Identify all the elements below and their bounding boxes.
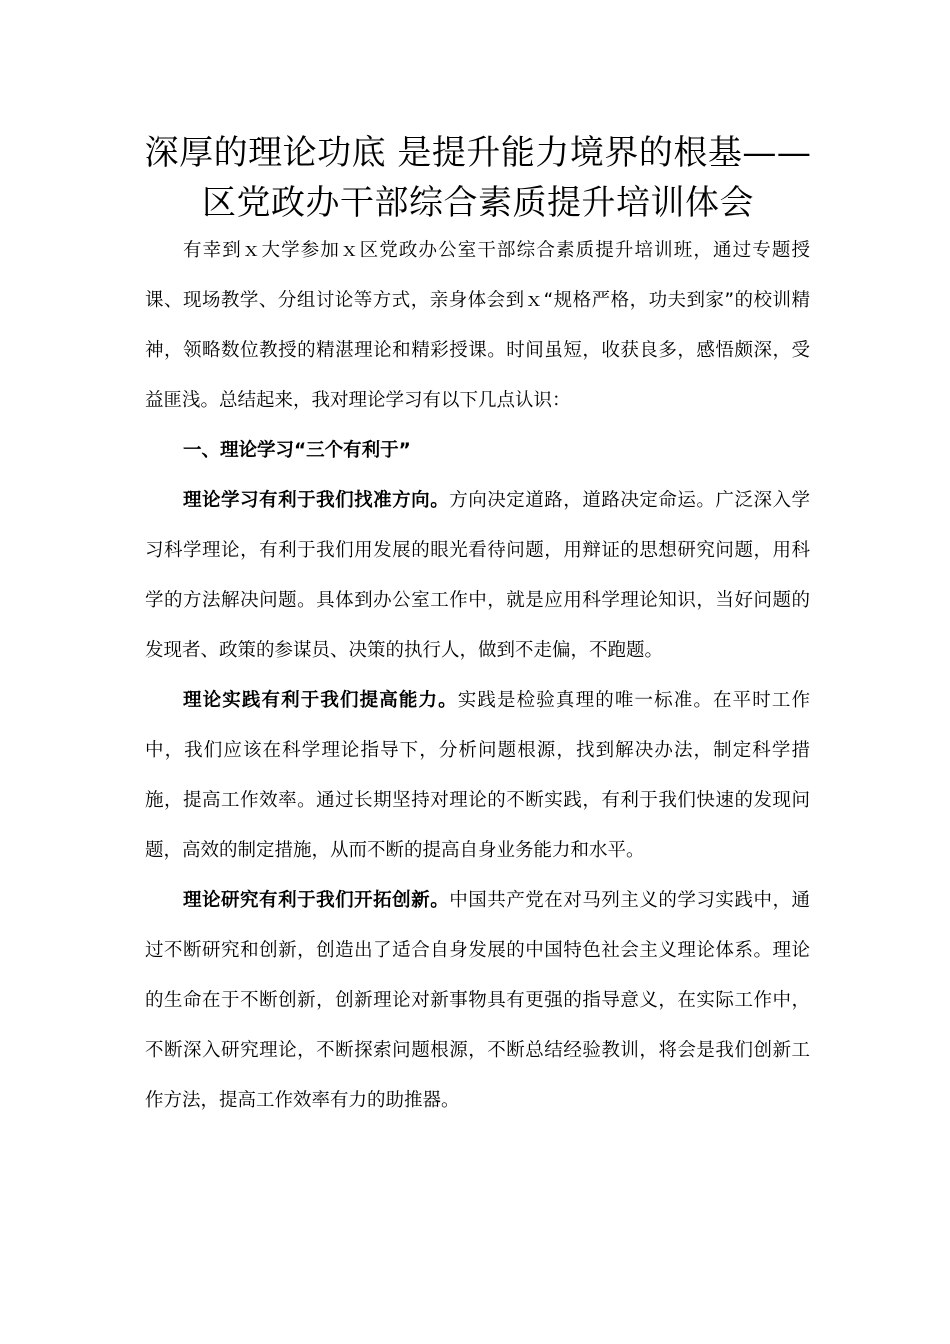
point-body-1: 方向决定道路，道路决定命运。广泛深入学习科学理论，有利于我们用发展的眼光看待问题，用辩证的思想研究问题，用科学的方法解决问题。具体到办公室工作中，就是应用科学理论知识，当好问题的发现者、政策的参谋员、决策的执行人，做到不走偏，不跑题。 <box>145 490 810 661</box>
document-title: 深厚的理论功底 是提升能力境界的根基——区党政办干部综合素质提升培训体会 <box>144 133 812 223</box>
document-body <box>145 226 810 1126</box>
intro-paragraph: 有幸到ｘ大学参加ｘ区党政办公室干部综合素质提升培训班，通过专题授课、现场教学、分组讨论等方式，亲身体会到ｘ“规格严格，功夫到家”的校训精神，领略数位教授的精湛理论和精彩授课。时间虽短，收获良多，感悟颇深，受益匪浅。总结起来，我对理论学习有以下几点认识： <box>145 240 810 411</box>
point-paragraph-3 <box>145 876 810 1126</box>
point-paragraph-1 <box>145 476 810 676</box>
section-heading: 一、理论学习“三个有利于” <box>183 440 411 461</box>
point-paragraph-2 <box>145 676 810 876</box>
point-lead-2: 理论实践有利于我们提高能力。 <box>183 690 458 711</box>
point-body-2: 实践是检验真理的唯一标准。在平时工作中，我们应该在科学理论指导下，分析问题根源，找到解决办法，制定科学措施，提高工作效率。通过长期坚持对理论的不断实践，有利于我们快速的发现问题，高效的制定措施，从而不断的提高自身业务能力和水平。 <box>145 690 810 861</box>
point-lead-1: 理论学习有利于我们找准方向。 <box>183 490 450 511</box>
point-body-3: 中国共产党在对马列主义的学习实践中，通过不断研究和创新，创造出了适合自身发展的中国特色社会主义理论体系。理论的生命在于不断创新，创新理论对新事物具有更强的指导意义，在实际工作中，不断深入研究理论，不断探索问题根源，不断总结经验教训，将会是我们创新工作方法，提高工作效率有力的助推器。 <box>145 890 810 1111</box>
point-lead-3: 理论研究有利于我们开拓创新。 <box>183 890 450 911</box>
